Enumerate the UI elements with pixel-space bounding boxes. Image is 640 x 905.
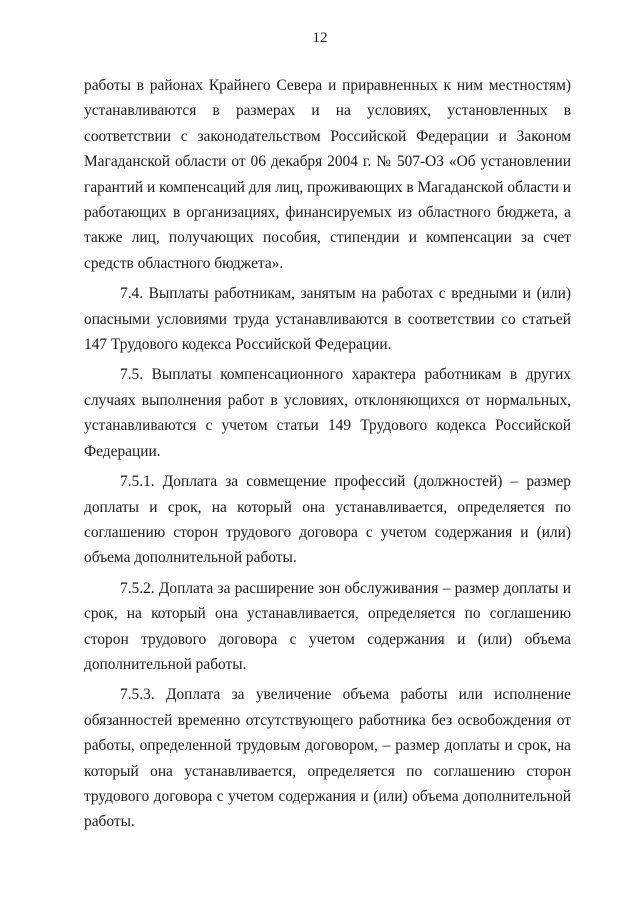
document-body xyxy=(84,73,571,840)
paragraph-7-5-1: 7.5.1. Доплата за совмещение профессий (должностей) – размер доплаты и срок, на который она устанавливается, определяется по соглашению сторон трудового договора с учетом содержания и (или) объема дополнительной работы. xyxy=(84,473,571,567)
paragraph-7-5: 7.5. Выплаты компенсационного характера работникам в других случаях выполнения работ в условиях, отклоняющихся от нормальных, устанавливаются с учетом статьи 149 Трудового кодекса Российской Федерации. xyxy=(84,366,571,460)
paragraph-7-4: 7.4. Выплаты работникам, занятым на работах с вредными и (или) опасными условиями труда устанавливаются в соответствии со статьей 147 Трудового кодекса Российской Федерации. xyxy=(84,285,571,354)
paragraph-7-5-3: 7.5.3. Доплата за увеличение объема работы или исполнение обязанностей временно отсутствующего работника без освобождения от работы, определенной трудовым договором, – размер доплаты и срок, на который она устанавливается, определяется по соглашению сторон трудового договора с учетом содержания и (или) объема дополнительной работы. xyxy=(84,686,571,831)
paragraph-continuation: работы в районах Крайнего Севера и приравненных к ним местностям) устанавливаются в размерах и на условиях, установленных в соответствии с законодательством Российской Федерации и Законом Магаданской области от 06 декабря 2004 г. № 507-ОЗ «Об установлении гарантий и компенсаций для лиц, проживающих в Магаданской области и работающих в организациях, финансируемых из областного бюджета, а также лиц, получающих пособия, стипендии и компенсации за счет средств областного бюджета». xyxy=(84,77,571,272)
paragraph-7-5-2: 7.5.2. Доплата за расширение зон обслуживания – размер доплаты и срок, на который она устанавливается, определяется по соглашению сторон трудового договора с учетом содержания и (или) объема дополнительной работы. xyxy=(84,579,571,673)
page-number: 12 xyxy=(312,30,328,46)
